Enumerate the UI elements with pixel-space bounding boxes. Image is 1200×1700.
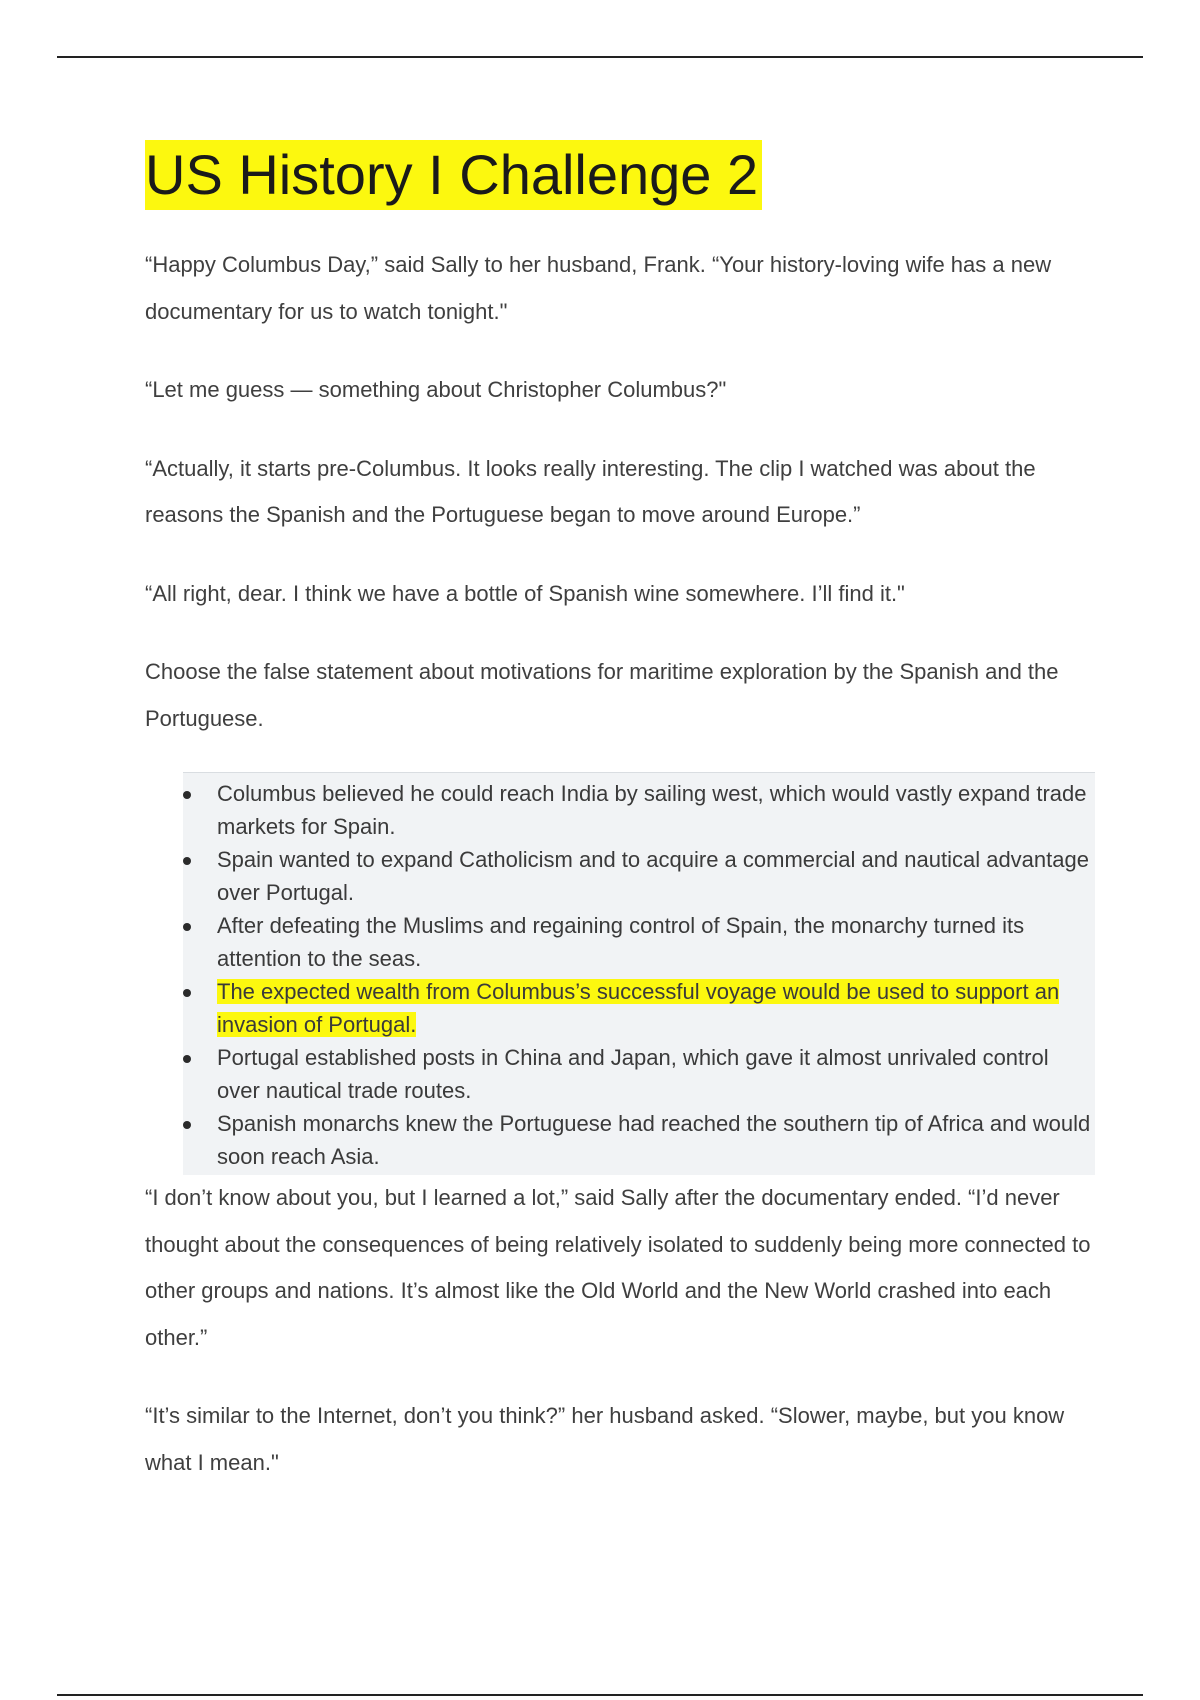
paragraph-greeting: “Happy Columbus Day,” said Sally to her husband, Frank. “Your history-loving wife has a new documentary for us to watch tonight."	[145, 252, 1052, 324]
answer-option-2[interactable]	[183, 843, 1095, 909]
top-rule	[57, 56, 1143, 58]
answer-text-highlighted: The expected wealth from Columbus’s successful voyage would be used to support an invasion of Portugal.	[217, 979, 1060, 1037]
answer-option-1[interactable]	[183, 777, 1095, 843]
bullet-icon	[183, 857, 191, 865]
bottom-rule	[57, 1694, 1143, 1696]
answer-text: Portugal established posts in China and Japan, which gave it almost unrivaled control over nautical trade routes.	[217, 1045, 1049, 1103]
question-prompt: Choose the false statement about motivations for maritime exploration by the Spanish and the Portuguese.	[145, 659, 1059, 731]
paragraph-wine: “All right, dear. I think we have a bottle of Spanish wine somewhere. I’ll find it."	[145, 580, 905, 606]
bullet-icon	[183, 1055, 191, 1063]
title-highlight	[145, 140, 762, 210]
answer-option-6[interactable]	[183, 1107, 1095, 1173]
paragraph-internet: “It’s similar to the Internet, don’t you think?” her husband asked. “Slower, maybe, but you know what I mean."	[145, 1403, 1065, 1475]
answer-option-4-highlighted[interactable]	[183, 975, 1095, 1041]
bullet-icon	[183, 923, 191, 931]
document-body	[145, 140, 1095, 1518]
answer-text: Spain wanted to expand Catholicism and to acquire a commercial and nautical advantage over Portugal.	[217, 847, 1089, 905]
bullet-icon	[183, 791, 191, 799]
answer-text: Spanish monarchs knew the Portuguese had reached the southern tip of Africa and would soon reach Asia.	[217, 1111, 1091, 1169]
paragraph-pre-columbus: “Actually, it starts pre-Columbus. It looks really interesting. The clip I watched was about the reasons the Spanish and the Portuguese began to move around Europe.”	[145, 455, 1036, 527]
answer-text: After defeating the Muslims and regaining control of Spain, the monarchy turned its attention to the seas.	[217, 913, 1025, 971]
answer-list	[183, 772, 1095, 1175]
page-title: US History I Challenge 2	[145, 143, 759, 206]
paragraph-learned: “I don’t know about you, but I learned a lot,” said Sally after the documentary ended. “I’d never thought about the consequences of being relatively isolated to suddenly being more connected to other groups and nations. It’s almost like the Old World and the New World crashed into each other.”	[145, 1185, 1091, 1350]
paragraph-guess: “Let me guess — something about Christopher Columbus?"	[145, 377, 727, 402]
answer-option-3[interactable]	[183, 909, 1095, 975]
answer-text: Columbus believed he could reach India by sailing west, which would vastly expand trade markets for Spain.	[217, 781, 1087, 839]
answer-option-5[interactable]	[183, 1041, 1095, 1107]
bullet-icon	[183, 989, 191, 997]
bullet-icon	[183, 1121, 191, 1129]
